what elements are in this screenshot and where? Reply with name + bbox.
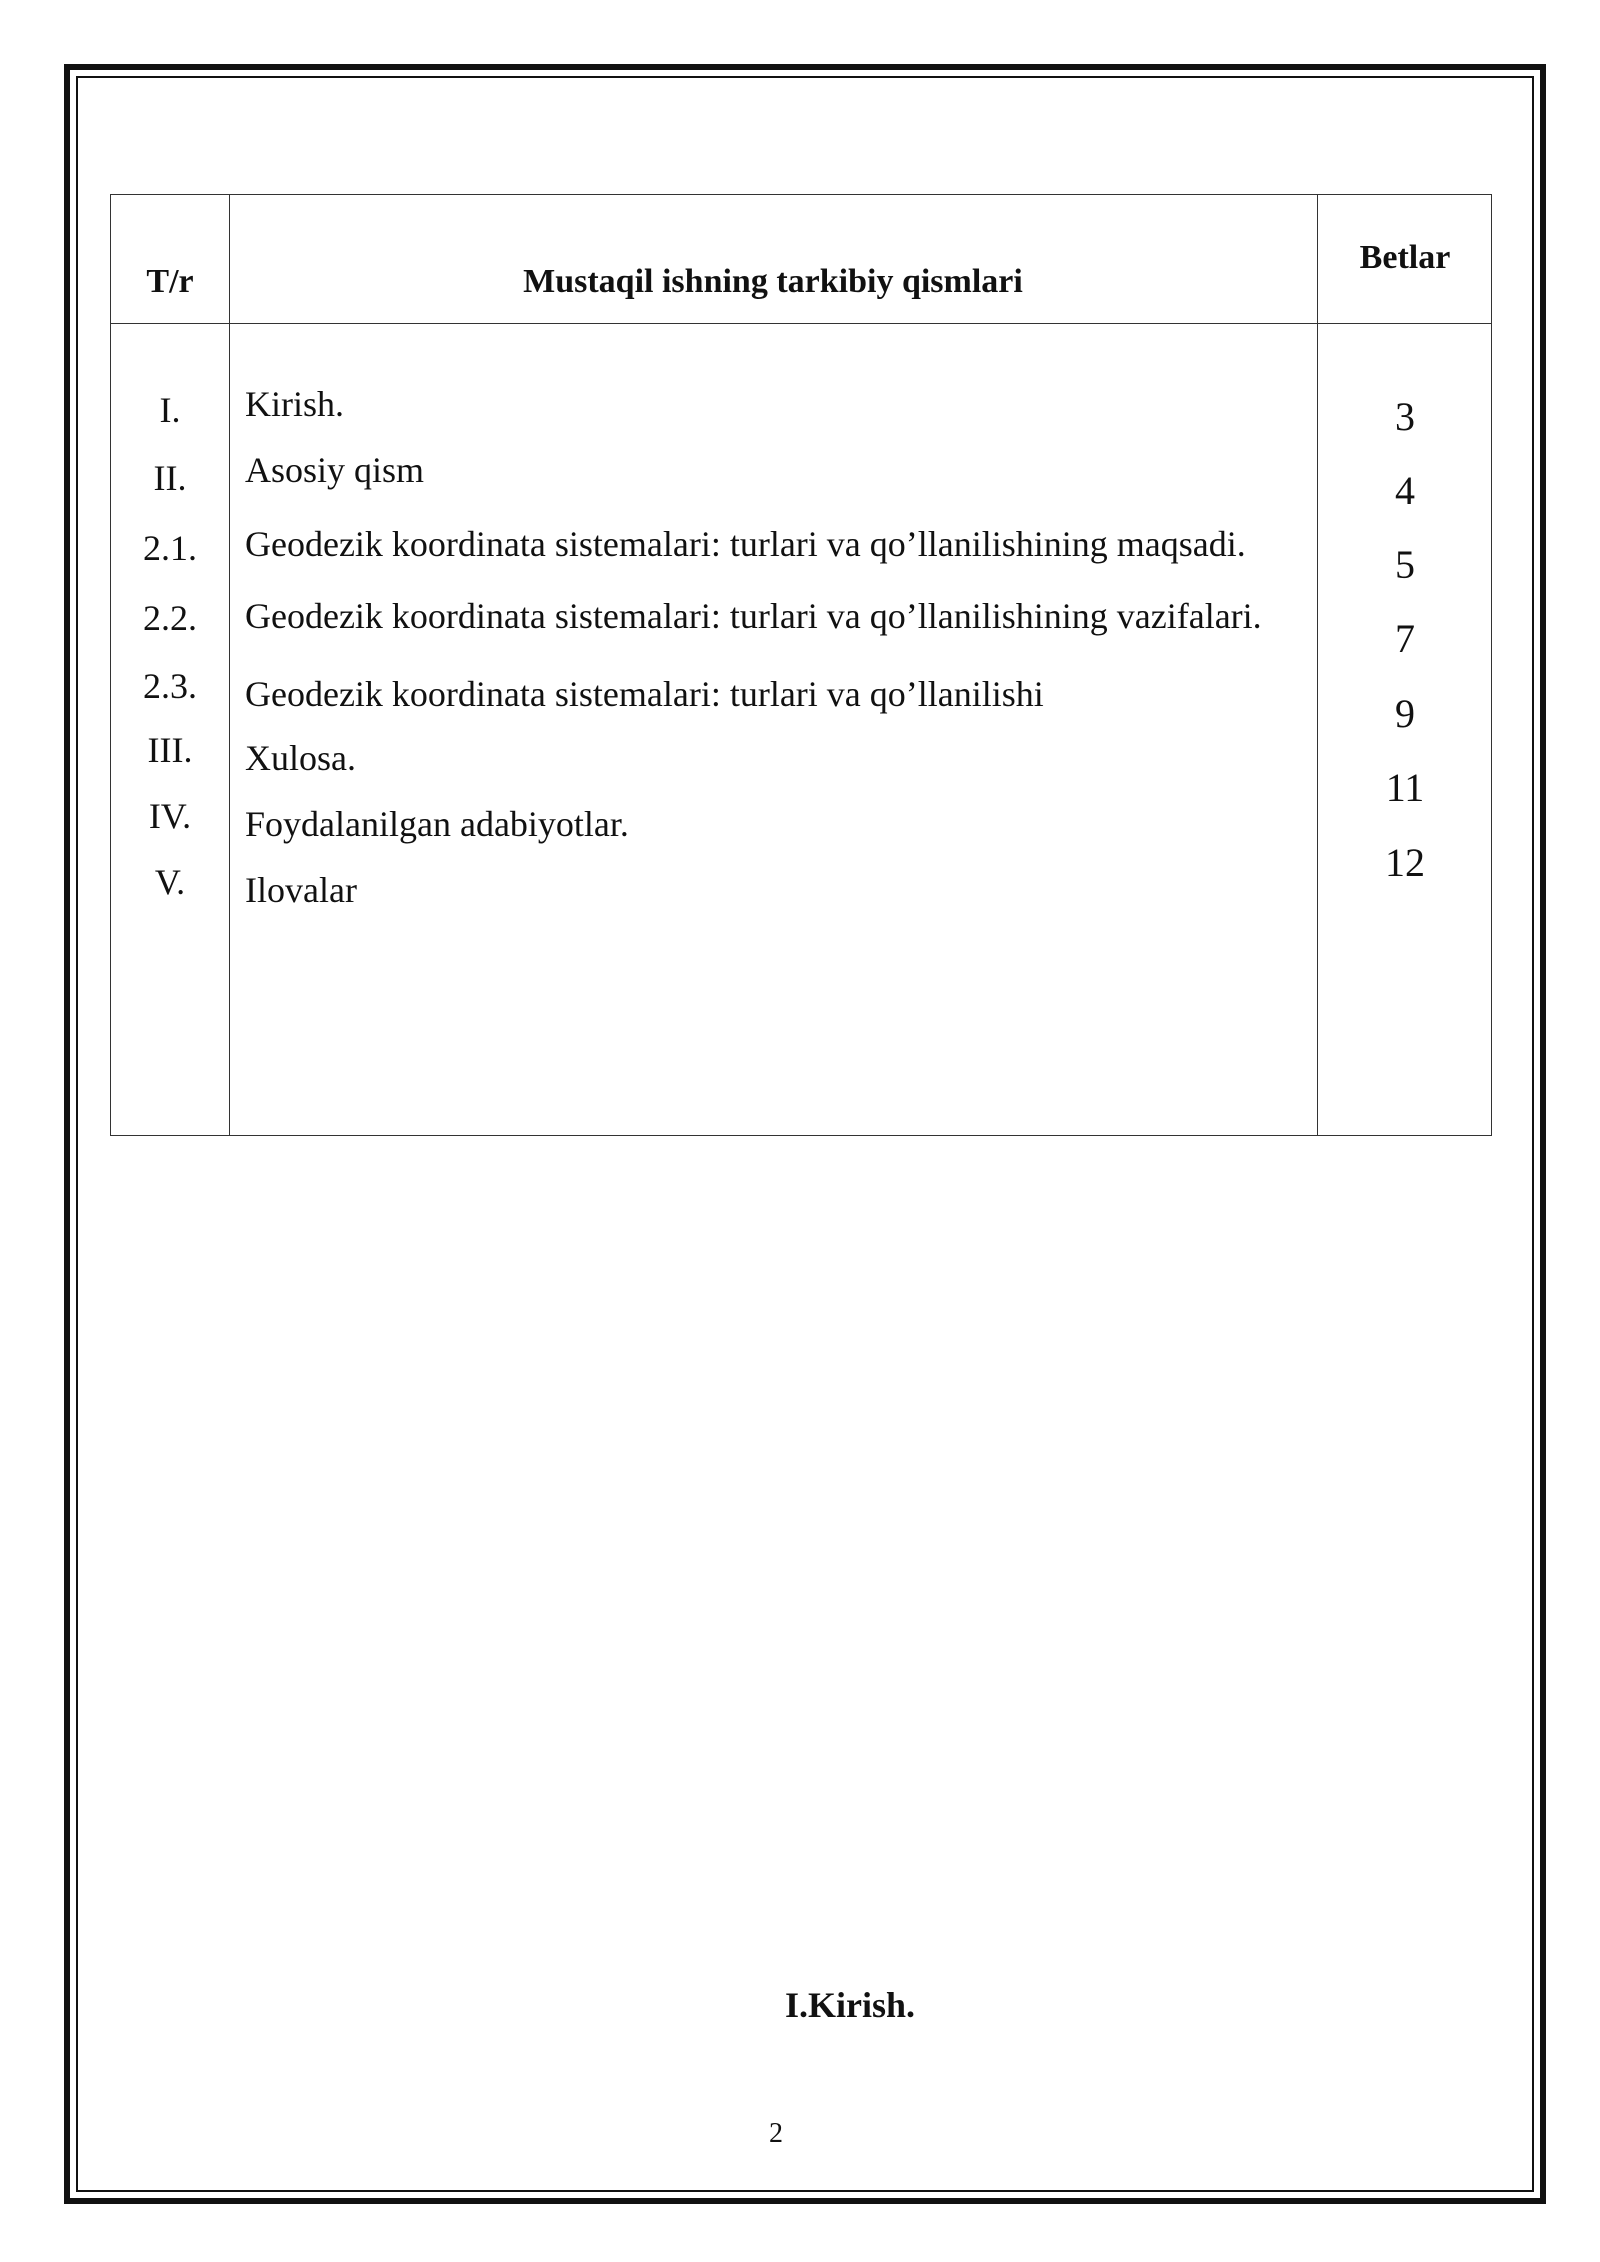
column-divider: [229, 195, 230, 1135]
header-pages: Betlar: [1359, 239, 1451, 276]
row-title: Geodezik koordinata sistemalari: turlari va qo’llanilishining vazifalari.: [245, 596, 1262, 636]
row-title: Foydalanilgan adabiyotlar.: [245, 804, 629, 844]
page-ref: 12: [1385, 840, 1425, 885]
page-ref: 11: [1385, 765, 1425, 810]
row-title: Geodezik koordinata sistemalari: turlari va qo’llanilishi: [245, 674, 1044, 714]
row-title: Asosiy qism: [245, 450, 425, 490]
page-ref: 9: [1395, 691, 1415, 736]
row-title: Xulosa.: [245, 738, 356, 778]
row-title: Geodezik koordinata sistemalari: turlari va qo’llanilishining maqsadi.: [245, 524, 1246, 564]
section-heading: I.Kirish.: [784, 1985, 916, 2025]
row-title: Ilovalar: [245, 870, 357, 910]
row-number: V.: [154, 862, 186, 902]
row-number: 2.3.: [143, 666, 197, 706]
header-number: T/r: [146, 263, 194, 300]
page-ref: 7: [1395, 616, 1415, 661]
page-ref: 3: [1395, 394, 1415, 439]
row-number: III.: [147, 730, 193, 770]
header-divider: [111, 323, 1491, 324]
row-number: 2.2.: [143, 598, 197, 638]
row-title: Kirish.: [245, 384, 344, 424]
row-number: IV.: [148, 796, 192, 836]
row-number: I.: [159, 390, 181, 430]
page-ref: 5: [1395, 542, 1415, 587]
header-title: Mustaqil ishning tarkibiy qismlari: [523, 263, 1023, 300]
row-number: 2.1.: [143, 528, 197, 568]
page-ref: 4: [1395, 468, 1415, 513]
row-number: II.: [153, 458, 187, 498]
page-number: 2: [769, 2118, 783, 2149]
column-divider: [1317, 195, 1318, 1135]
table-of-contents: [110, 194, 1492, 1136]
